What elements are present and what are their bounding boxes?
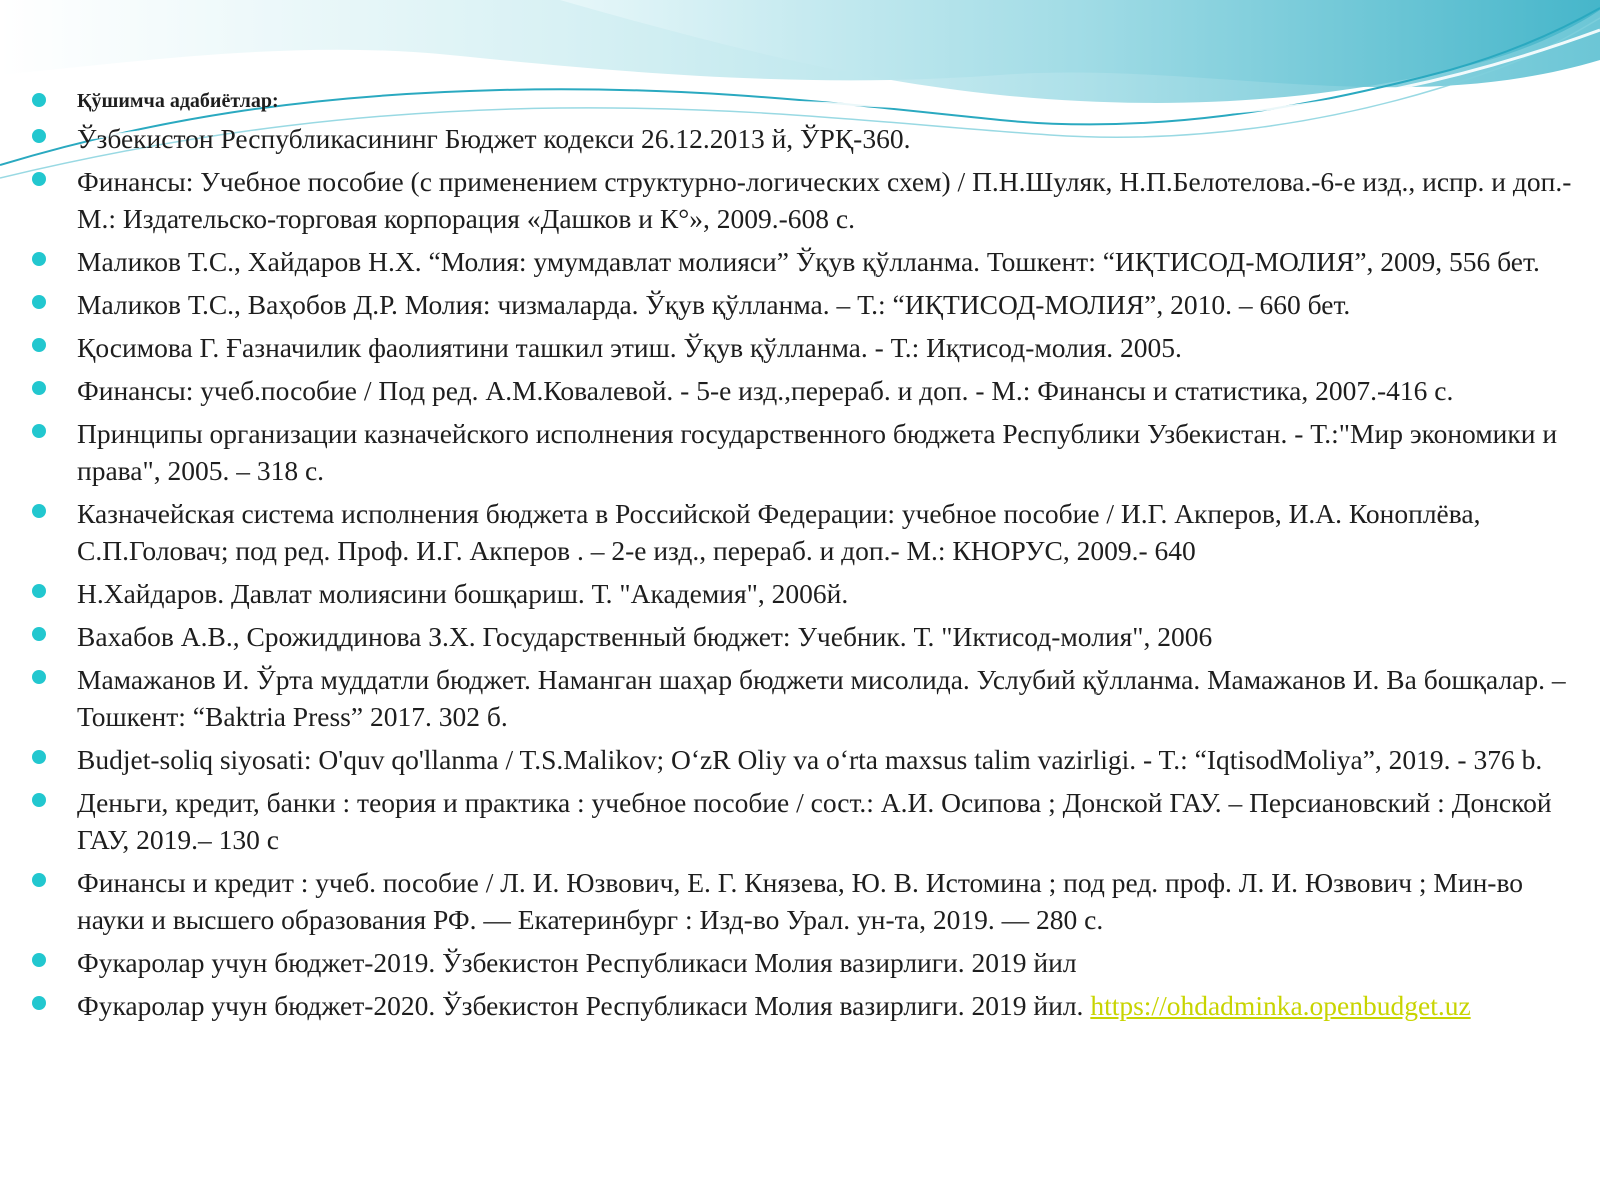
bullet-icon [32,93,46,107]
reference-text: Финансы: учеб.пособие / Под ред. А.М.Ковалевой. - 5-е изд.,перераб. и доп. - М.: Финансы и статистика, 2007.-416 с. [77,375,1454,406]
bullet-icon [32,129,46,143]
reference-text: Фукаролар учун бюджет-2019. Ўзбекистон Республикаси Молия вазирлиги. 2019 йил [77,947,1077,978]
reference-text: Мамажанов И. Ўрта муддатли бюджет. Наманган шаҳар бюджети мисолида. Услубий қўлланма. Мамажанов И. Ва бошқалар. – Тошкент: “Baktria Press” 2017. 302 б. [77,664,1566,732]
bullet-icon [32,424,46,438]
reference-item [0,987,1600,1024]
references-content [0,86,1600,1030]
reference-item [0,243,1600,280]
reference-item [0,163,1600,237]
reference-text: Budjet-soliq siyosati: O'quv qo'llanma / T.S.Malikov; O‘zR Oliy va o‘rta maxsus talim vazirligi. - T.: “IqtisodMoliya”, 2019. - 376 b. [77,744,1543,775]
bullet-icon [32,953,46,967]
bullet-icon [32,504,46,518]
openbudget-link[interactable]: https://ohdadminka.openbudget.uz [1090,990,1471,1021]
reference-item [0,372,1600,409]
reference-item [0,944,1600,981]
bullet-icon [32,584,46,598]
reference-text: Деньги, кредит, банки : теория и практика : учебное пособие / сост.: А.И. Осипова ; Донской ГАУ. – Персиановский : Донской ГАУ, 2019.– 130 с [77,787,1552,855]
bullet-icon [32,381,46,395]
reference-text: Вахабов А.В., Срожиддинова З.Х. Государственный бюджет: Учебник. Т. "Иктисод-молия", 2006 [77,621,1213,652]
reference-item [0,741,1600,778]
bullet-icon [32,295,46,309]
reference-text: Финансы: Учебное пособие (с применением структурно-логических схем) / П.Н.Шуляк, Н.П.Белотелова.-6-е изд., испр. и доп.- М.: Издательско-торговая корпорация «Дашков и К°», 2009.-608 с. [77,166,1572,234]
reference-text: Принципы организации казначейского исполнения государственного бюджета Республики Узбекистан. - Т.:"Мир экономики и права", 2005. – 318 с. [77,418,1558,486]
reference-item [0,286,1600,323]
reference-text: Фукаролар учун бюджет-2020. Ўзбекистон Республикаси Молия вазирлиги. 2019 йил. [77,990,1084,1021]
bullet-icon [32,873,46,887]
bullet-icon [32,793,46,807]
bullet-icon [32,252,46,266]
reference-text: Маликов Т.С., Ваҳобов Д.Р. Молия: чизмаларда. Ўқув қўлланма. – Т.: “ИҚТИСОД-МОЛИЯ”, 2010. – 660 бет. [77,289,1351,320]
bullet-icon [32,627,46,641]
references-heading-text: Қўшимча адабиётлар: [77,90,279,112]
reference-text: Ўзбекистон Республикасининг Бюджет кодекси 26.12.2013 й, ЎРҚ-360. [77,123,911,154]
references-heading [0,86,1600,116]
reference-text: Қосимова Г. Ғазначилик фаолиятини ташкил этиш. Ўқув қўлланма. - Т.: Иқтисод-молия. 2005. [77,332,1182,363]
bullet-icon [32,338,46,352]
reference-item [0,495,1600,569]
references-list [0,86,1600,1024]
reference-item [0,120,1600,157]
reference-item [0,575,1600,612]
reference-text: Финансы и кредит : учеб. пособие / Л. И. Юзвович, Е. Г. Князева, Ю. В. Истомина ; под ред. проф. Л. И. Юзвович ; Мин-во науки и высшего образования РФ. — Екатеринбург : Изд-во Урал. ун-та, 2019. — 280 с. [77,867,1524,935]
reference-item [0,618,1600,655]
reference-text: Казначейская система исполнения бюджета в Российской Федерации: учебное пособие / И.Г. Акперов, И.А. Коноплёва, С.П.Головач; под ред. Проф. И.Г. Акперов . – 2-е изд., перераб. и доп.- М.: КНОРУС, 2009.- 640 [77,498,1481,566]
reference-item [0,329,1600,366]
bullet-icon [32,996,46,1010]
reference-item [0,415,1600,489]
bullet-icon [32,670,46,684]
bullet-icon [32,750,46,764]
reference-item [0,784,1600,858]
bullet-icon [32,172,46,186]
reference-text: Маликов Т.С., Хайдаров Н.Х. “Молия: умумдавлат молияси” Ўқув қўлланма. Тошкент: “ИҚТИСОД-МОЛИЯ”, 2009, 556 бет. [77,246,1540,277]
reference-item [0,864,1600,938]
reference-item [0,661,1600,735]
reference-text: Н.Хайдаров. Давлат молиясини бошқариш. Т. "Академия", 2006й. [77,578,849,609]
